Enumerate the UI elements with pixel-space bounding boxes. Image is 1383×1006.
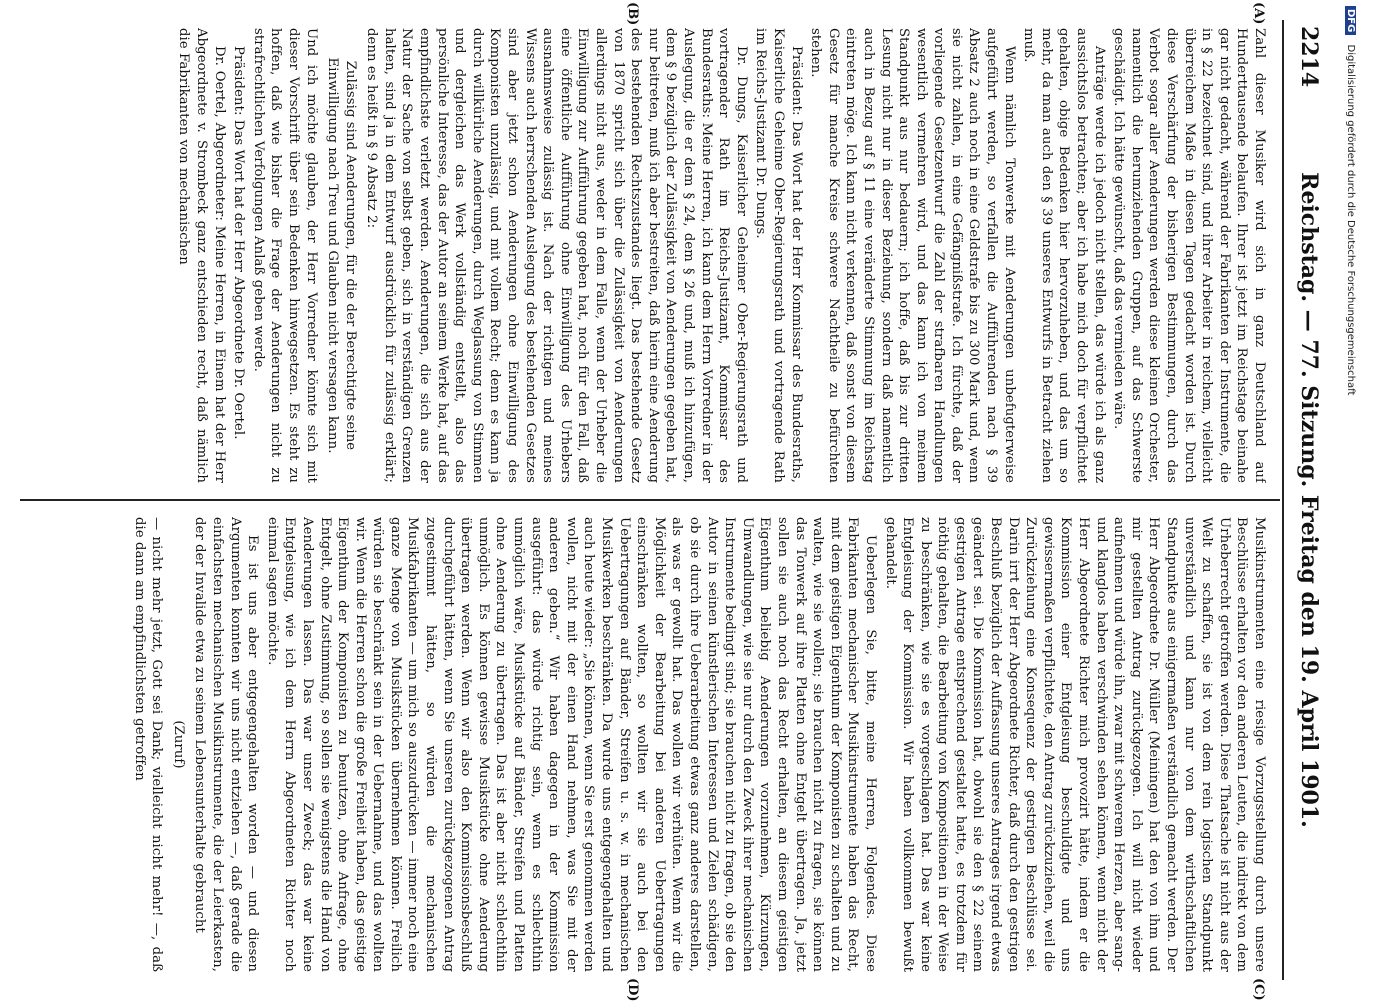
- paragraph: — nicht mehr jetzt, Gott sei Dank; vielleicht nicht mehr! —, daß die dann am empfindlichsten getroffen: [131, 517, 165, 972]
- paragraph: Dr. Dungs, Kaiserlicher Geheimer Ober-Regierungsrath und vortragender Rath im Reichs-Justizamt, Kommissar des Bundesraths: Meine Herren, ich kann dem Herrn Vorredner in der Auslegung, die er dem § 24, dem § 26 und, muß ich hinzufügen, dem § 9 bezüglich der Zulässigkeit von Aenderungen gegeben hat, nur beitreten, muß ich aber bestreiten, daß hierin eine Aenderung des bestehenden Rechtszustandes liegt. Das bestehende Gesetz von 1870 spricht sich über die Zulässigkeit von Aenderungen allerdings nicht aus, weder in dem Falle, wenn der Urheber die Einwilligung zur Aufführung gegeben hat, noch für den Fall, daß eine öffentliche Aufführung ohne Einwilligung des Urhebers ausnahmsweise zulässig ist. Nach der richtigen und meines Wissens auch herrschenden Auslegung des bestehenden Gesetzes sind aber jetzt schon Aenderungen ohne Einwilligung des Komponisten unzulässig, und mit vollem Recht; denn es kann ja durch willkürliche Aenderungen, durch Weglassung von Stimmen und dergleichen das Werk vollständig entstellt, also das persönliche Interesse, das der Autor an seinem Werke hat, auf das empfindlichste verletzt werden. Aenderungen, die sich aus der Natur der Sache von selbst geben, sich in verständigen Grenzen halten, sind ja in dem Entwurf ausdrücklich für zulässig erklärt; denn es heißt in § 9 Absatz 2:: [364, 28, 749, 483]
- paragraph: Zahl dieser Musiker wird sich in ganz Deutschland auf Hunderttausende belaufen. Ihrer ist jetzt im Reichstage beinahe gar nicht gedacht, während der Fabrikanten der Instrumente, die in § 22 bezeichnet sind, und ihrer Arbeiter in reichem, vielleicht überreichem Maße in diesen Tagen gedacht worden ist. Durch diese Verschärfung der bisherigen Bestimmungen, durch das Verbot sogar aller Aenderungen werden diese kleinen Orchester, namentlich die herumziehenden Gruppen, auf das Schwerste geschädigt. Ich hätte gewünscht, daß das vermieden wäre.: [1111, 28, 1267, 483]
- paragraph: Und ich möchte glauben, der Herr Vorredner könnte sich mit dieser Vorschrift über sein Bedenken hinwegsetzen. Es steht zu hoffen, daß wie bisher die Frage der Aenderungen nicht zu strafrechtlichen Verfolgungen Anlaß geben werde.: [250, 28, 319, 483]
- margin-marker-b: (B): [625, 2, 640, 26]
- margin-marker-d: (D): [625, 978, 640, 1002]
- credit-text: Digitalisierung gefördert durch die Deutsche Forschungsgemeinschaft: [1345, 44, 1356, 396]
- dfg-logo: DFG: [1345, 6, 1356, 35]
- quoted-paragraph: Zulässig sind Aenderungen, für die der Berechtigte seine Einwilligung nach Treu und Glauben nicht versagen kann.: [325, 57, 358, 454]
- interjection: (Zuruf): [170, 720, 186, 769]
- digitization-credit: [1338, 6, 1356, 1006]
- paragraph: Ueberlegen Sie, bitte, meine Herren, Folgendes. Diese Fabrikanten mechanischer Musikinstrumente haben das Recht, mit dem geistigen Eigenthum der Komponisten zu schalten und zu walten, wie sie wollen; sie brauchen nicht zu fragen, sie können das Tonwerk auf ihre Platten ohne Entgelt übertragen. Ja, jetzt sollen sie auch noch das Recht erhalten, an diesem geistigen Eigenthum beliebig Aenderungen vorzunehmen, Kürzungen, Umwandlungen, wie sie nur durch den Zweck ihrer mechanischen Instrumente bedingt sind; sie brauchen nicht zu fragen, ob sie den Autor in seinen künstlerischen Interessen und Zielen schädigen, ob sie durch ihre Ueberarbeitung etwas ganz anderes darstellen, als was er gewollt hat. Das wollen wir verhüten. Wenn wir die Möglichkeit der Bearbeitung bei anderen Uebertragungen einschränken wollten, so wollten wir sie auch bei den Uebertragungen auf Bänder, Streifen u. s. w. in mechanischen Musikwerken beschränken. Da wurde uns entgegengehalten und auch heute wieder: „Sie können, wenn Sie erst genommen werden wollen, nicht mit der einen Hand nehmen, was Sie mit der anderen geben.“ Wir haben dagegen in der Kommission ausgeführt: das würde richtig sein, wenn es schlechthin unmöglich wäre, Musikstücke auf Bänder, Streifen und Platten ohne Aenderung zu übertragen. Das ist aber nicht schlechthin unmöglich. Es können gewisse Musikstücke ohne Aenderung übertragen werden. Wenn wir also den Kommissionsbeschluß durchgeführt hätten, wenn Sie unseren zurückgezogenen Antrag zugestimmt hätten, so würden die mechanischen Musikfabrikanten — um mich so auszudrücken — immer noch eine ganze Menge von Musikstücken übernehmen können. Freilich würden sie beschränkt sein in der Uebernahme, und das wollten wir. Wenn die Herren schon die große Freiheit haben, das geistige Eigenthum der Komponisten zu benutzen, ohne Anfrage, ohne Entgelt, ohne Zustimmung, so sollen sie wenigstens die Hand von Aenderungen lassen. Das war unser Zweck; das war keine Entgleisung, wie ich dem Herrn Abgeordneten Richter noch einmal sagen möchte.: [264, 517, 878, 972]
- column-divider: [20, 499, 1280, 501]
- margin-marker-a: (A): [1251, 2, 1266, 25]
- margin-marker-c: (C): [1251, 978, 1266, 1001]
- page-number: 2214: [1296, 26, 1322, 88]
- paragraph: Anträge werde ich jedoch nicht stellen, das würde ich als ganz aussichtslos betrachten; aber ich habe mich doch für verpflichtet gehalten, obige Bedenken hier hervorzuheben, und das um so mehr, da man auch den § 39 unseres Entwurfs in Betracht ziehen muß.: [1021, 28, 1107, 483]
- paragraph: Wenn nämlich Tonwerke mit Aenderungen unbefugterweise aufgeführt werden, so verfallen die Aufführenden nach § 39 Absatz 2 auch noch in eine Geldstrafe bis zu 300 Mark und, wenn sie nicht zahlen, in eine Gefängnißstrafe. Ich fürchte, daß der vorliegende Gesetzentwurf die Zahl der strafbaren Handlungen wesentlich vermehren wird, und das kann ich von meinem Standpunkt aus nur bedauern; ich hoffe, daß bis zur dritten Lesung nicht nur in dieser Beziehung, sondern daß namentlich auch in Bezug auf § 11 eine veränderte Stimmung im Reichstag eintreten möge. Ich kann nicht verkennen, daß sonst von diesem Gesetz für manche Kreise schwere Nachtheile zu befürchten stehen.: [808, 28, 1017, 483]
- paragraph: Es ist uns aber entgegengehalten worden — und diesen Argumenten konnten wir uns nicht entziehen —, daß gerade die einfachsten mechanischen Musikinstrumente, die der Leierkasten, der der Invalide etwa zu seinem Lebensunterhalte gebraucht: [192, 517, 261, 972]
- paragraph: Musikinstrumenten eine riesige Vorzugsstellung durch unsere Beschlüsse erhalten vor den anderen Leuten, die indirekt von dem Urheberrecht getroffen werden. Diese Thatsache ist nicht aus der Welt zu schaffen, sie ist von dem rein logischen Standpunkt unverständlich und kann nur von dem wirthschaftlichen Standpunkte aus einigermaßen verständlich gemacht werden. Der Herr Abgeordnete Dr. Müller (Meiningen) hat den von ihm und mir gestellten Antrag zurückgezogen. Ich will nicht wieder aufnehmen und würde ihn, zwar mit schwerem Herzen, aber sang- und klanglos haben verschwinden sehen können, wenn nicht der Herr Abgeordnete Richter mich provozirt hätte, indem er die Kommission einer Entgleisung beschuldigte und uns gewissermaßen verpflichtete, den Antrag zurückzuziehen, weil die Zurückziehung eine Konsequenz der gestrigen Beschlüsse sei. Darin irrt der Herr Abgeordnete Richter, daß durch den gestrigen Beschluß bezüglich der Auffassung unseres Antrages irgend etwas geändert sei. Die Kommission hat, obwohl sie den § 22 seinem gestrigen Antrage entsprechend gestaltet hatte, es trotzdem für nöthig gehalten, die Bearbeitung von Kompositionen in der Weise zu beschränken, wie sie es vorgeschlagen hat. Das war keine Entgleisung der Kommission. Wir haben vollkommen bewußt gehandelt.: [882, 517, 1267, 972]
- paragraph: Dr. Oertel, Abgeordneter: Meine Herren, in Einem hat der Herr Abgeordnete v. Strombeck ganz entschieden recht, daß nämlich die Fabrikanten von mechanischen: [176, 28, 227, 483]
- paragraph: Präsident: Das Wort hat der Herr Abgeordnete Dr. Oertel.: [231, 46, 247, 440]
- left-column: [28, 28, 1268, 483]
- paragraph: Präsident: Das Wort hat der Herr Kommissar des Bundesraths, Kaiserliche Geheime Ober-Regierungsrath und vortragende Rath im Reichs-Justizamt Dr. Dungs.: [753, 28, 804, 483]
- running-head: [1282, 20, 1330, 980]
- right-column: [28, 517, 1268, 972]
- running-title: Reichstag. — 77. Sitzung. Freitag den 19. April 1901.: [1296, 172, 1322, 828]
